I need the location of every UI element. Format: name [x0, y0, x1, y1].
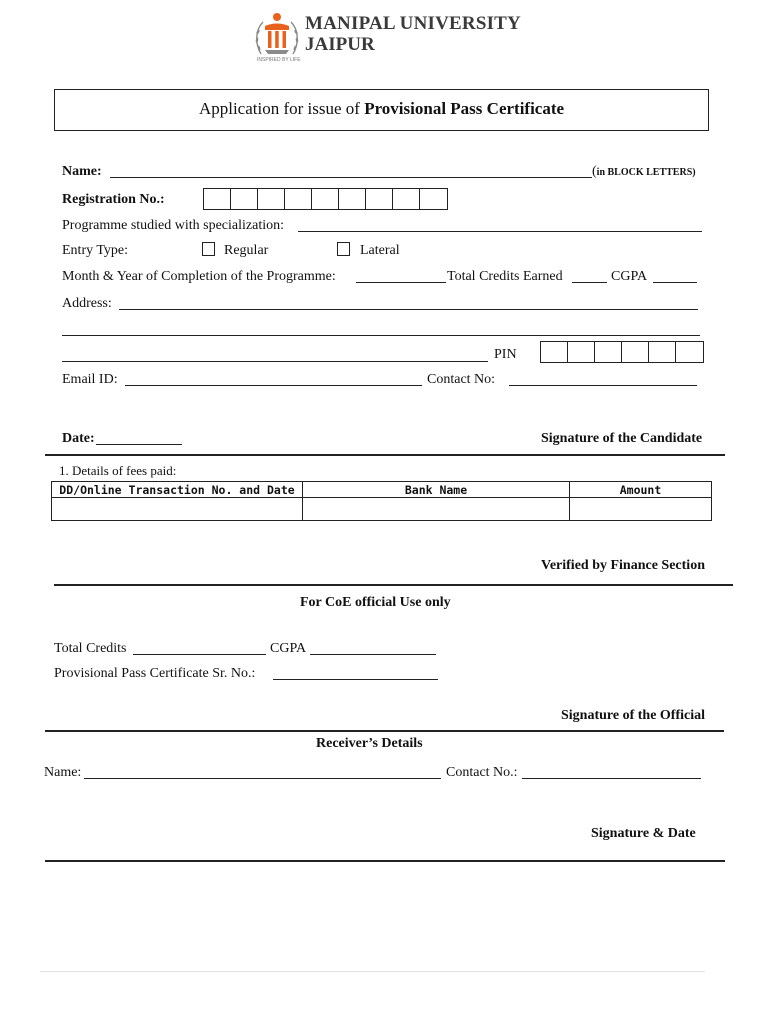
date-label: Date:: [62, 431, 95, 446]
official-signature-label: Signature of the Official: [561, 708, 706, 723]
entry-type-label: Entry Type:: [62, 243, 129, 258]
bank-cell[interactable]: [303, 498, 570, 521]
credits-earned-field[interactable]: [572, 271, 607, 283]
address-line-2[interactable]: [62, 324, 700, 336]
registration-digit-cell[interactable]: [420, 189, 447, 209]
fees-table-header: [52, 482, 712, 498]
receiver-signature-date-label: Signature & Date: [591, 826, 696, 841]
fees-col-amount: Amount: [570, 482, 712, 498]
receiver-name-label: Name:: [44, 765, 82, 780]
registration-digit-cell[interactable]: [339, 189, 366, 209]
coe-heading: For CoE official Use only: [300, 595, 451, 610]
receiver-name-field[interactable]: [84, 767, 441, 779]
logo-tagline: INSPIRED BY LIFE: [257, 57, 301, 63]
fees-col-bank: Bank Name: [303, 482, 570, 498]
coe-total-credits-field[interactable]: [133, 643, 266, 655]
name-label: Name:: [62, 164, 102, 179]
registration-digit-cell[interactable]: [366, 189, 393, 209]
registration-digit-cell[interactable]: [285, 189, 312, 209]
block-letters-note: [592, 164, 696, 180]
pin-digit-cell[interactable]: [541, 342, 568, 362]
registration-label: Registration No.:: [62, 192, 165, 207]
form-title: [54, 89, 709, 131]
finance-verification-label: Verified by Finance Section: [541, 558, 705, 573]
transaction-cell[interactable]: [52, 498, 303, 521]
table-row: [52, 498, 712, 521]
university-name: MANIPAL UNIVERSITY: [305, 13, 521, 34]
pin-digit-cell[interactable]: [649, 342, 676, 362]
registration-digit-cell[interactable]: [393, 189, 420, 209]
lateral-checkbox[interactable]: [337, 242, 350, 256]
regular-checkbox[interactable]: [202, 242, 215, 256]
credits-earned-label: Total Credits Earned: [447, 269, 563, 284]
university-city: JAIPUR: [305, 34, 375, 55]
completion-field[interactable]: [356, 271, 446, 283]
date-field[interactable]: [96, 433, 182, 445]
form-title-prefix: Application for issue of: [198, 99, 365, 118]
email-field[interactable]: [125, 374, 422, 386]
receiver-heading: Receiver’s Details: [316, 736, 423, 751]
pin-digit-cell[interactable]: [622, 342, 649, 362]
pin-digit-cell[interactable]: [595, 342, 622, 362]
pin-digit-cell[interactable]: [568, 342, 595, 362]
cgpa-field[interactable]: [653, 271, 697, 283]
section-divider: [54, 584, 733, 586]
registration-digit-cell[interactable]: [258, 189, 285, 209]
registration-digit-cell[interactable]: [231, 189, 258, 209]
fees-col-transaction: DD/Online Transaction No. and Date: [52, 482, 303, 498]
address-line-1[interactable]: [119, 298, 698, 310]
section-divider: [45, 730, 724, 732]
registration-number-cells[interactable]: [203, 188, 448, 210]
coe-cgpa-label: CGPA: [270, 641, 307, 656]
programme-label: Programme studied with specialization:: [62, 218, 285, 233]
regular-option-label: Regular: [224, 243, 269, 258]
contact-field[interactable]: [509, 374, 697, 386]
fees-heading: 1. Details of fees paid:: [59, 463, 177, 478]
fees-table: [51, 481, 712, 521]
lateral-option-label: Lateral: [360, 243, 400, 258]
section-divider: [45, 860, 725, 862]
receiver-contact-field[interactable]: [522, 767, 701, 779]
page-footer-rule: [40, 971, 705, 972]
university-logo: [253, 10, 523, 66]
amount-cell[interactable]: [570, 498, 712, 521]
name-field[interactable]: [110, 166, 592, 178]
registration-digit-cell[interactable]: [204, 189, 231, 209]
form-title-bold: Provisional Pass Certificate: [364, 99, 565, 118]
pin-label: PIN: [494, 347, 517, 362]
address-line-3[interactable]: [62, 350, 488, 362]
contact-label: Contact No:: [427, 372, 496, 387]
certificate-sr-field[interactable]: [273, 668, 438, 680]
coe-total-credits-label: Total Credits: [54, 641, 127, 656]
registration-digit-cell[interactable]: [312, 189, 339, 209]
block-letters-text: in BLOCK LETTERS): [596, 167, 696, 178]
completion-label: Month & Year of Completion of the Programme:: [62, 269, 336, 284]
receiver-contact-label: Contact No.:: [446, 765, 518, 780]
pin-cells[interactable]: [540, 341, 704, 363]
candidate-signature-label: Signature of the Candidate: [541, 431, 703, 446]
block-letters-paren: (: [592, 164, 597, 179]
section-divider: [45, 454, 725, 456]
pin-digit-cell[interactable]: [676, 342, 703, 362]
address-label: Address:: [62, 296, 112, 311]
coe-cgpa-field[interactable]: [310, 643, 436, 655]
certificate-sr-label: Provisional Pass Certificate Sr. No.:: [54, 666, 256, 681]
cgpa-label: CGPA: [611, 269, 648, 284]
programme-field[interactable]: [298, 220, 702, 232]
email-label: Email ID:: [62, 372, 118, 387]
